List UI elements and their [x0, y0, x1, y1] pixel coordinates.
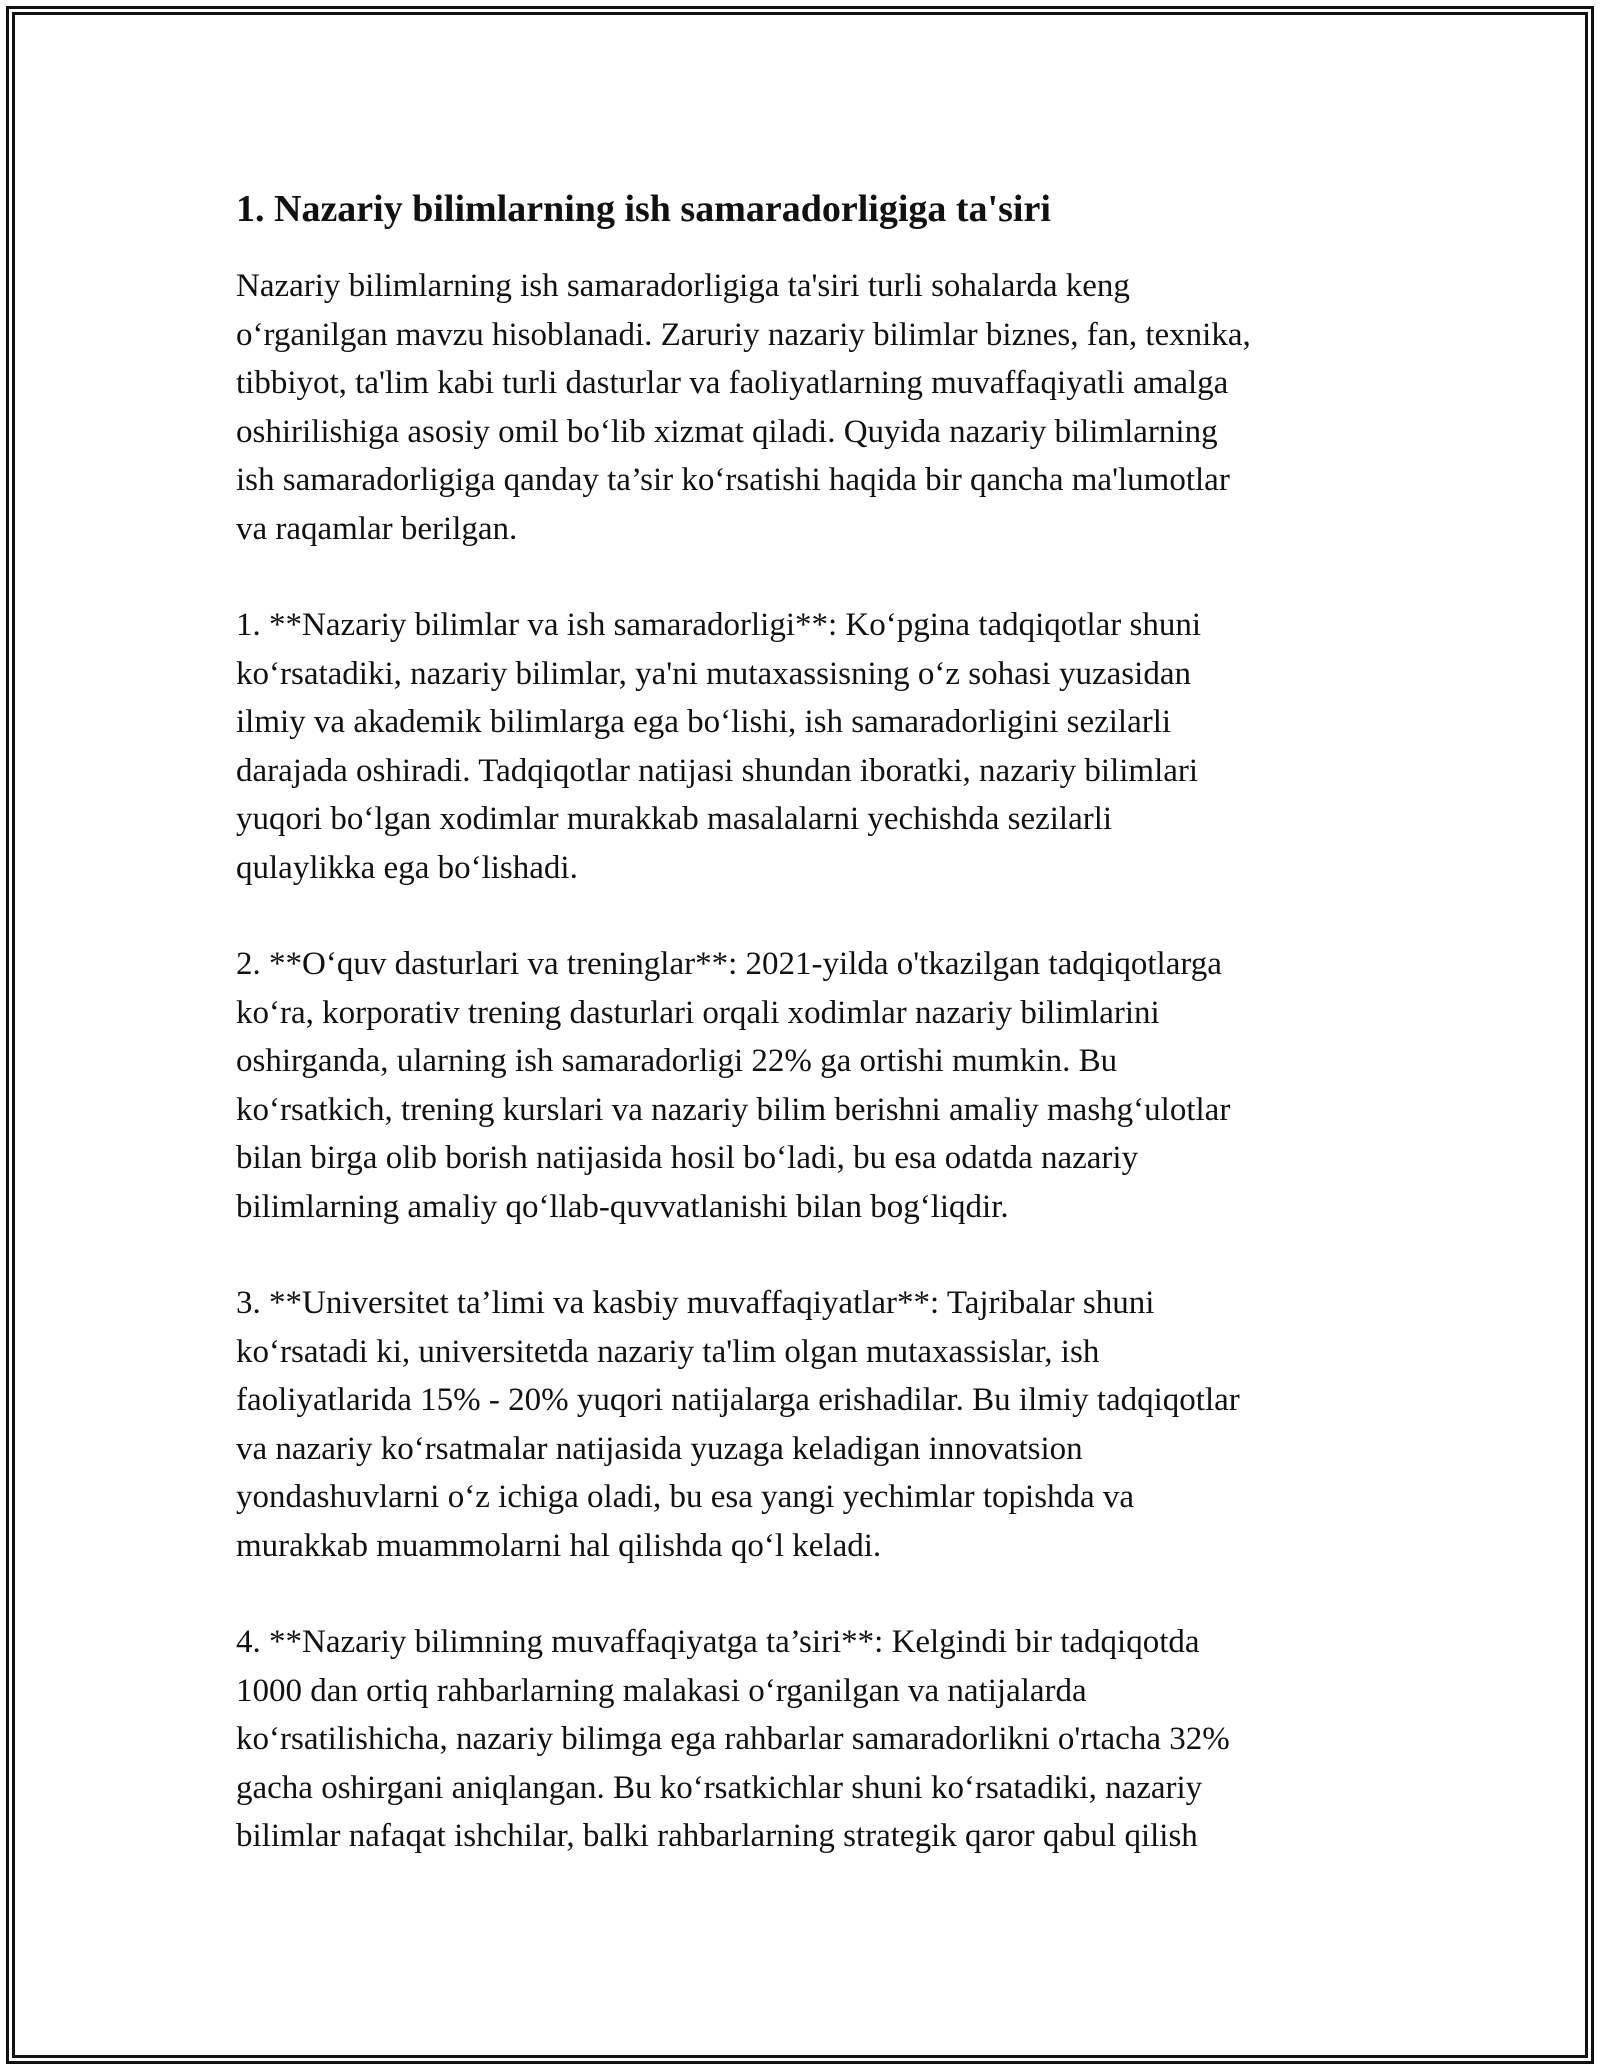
- intro-paragraph: Nazariy bilimlarning ish samaradorligiga ta'siri turli sohalarda keng o‘rganilgan mavzu hisoblanadi. Zaruriy nazariy bilimlar biznes, fan, texnika, tibbiyot, ta'lim kabi turli dasturlar va faoliyatlarning muvaffaqiyatli amalga oshirilishiga asosiy omil bo‘lib xizmat qiladi. Quyida nazariy bilimlarning ish samaradorligiga qanday ta’sir ko‘rsatishi haqida bir qancha ma'lumotlar va raqamlar berilgan.: [236, 268, 1251, 547]
- paragraph-item-4: 4. **Nazariy bilimning muvaffaqiyatga ta’siri**: Kelgindi bir tadqiqotda 1000 dan ortiq rahbarlarning malakasi o‘rganilgan va natijalarda ko‘rsatilishicha, nazariy bilimga ega rahbarlar samaradorlikni o'rtacha 32% gacha oshirgani aniqlangan. Bu ko‘rsatkichlar shuni ko‘rsatadiki, nazariy bilimlar nafaqat ishchilar, balki rahbarlarning strategik qaror qabul qilish: [236, 1624, 1230, 1854]
- paragraph-item-3: 3. **Universitet ta’limi va kasbiy muvaffaqiyatlar**: Tajribalar shuni ko‘rsatadi ki, universitetda nazariy ta'lim olgan mutaxassislar, ish faoliyatlarida 15% - 20% yuqori natijalarga erishadilar. Bu ilmiy tadqiqotlar va nazariy ko‘rsatmalar natijasida yuzaga keladigan innovatsion yondashuvlarni o‘z ichiga oladi, bu esa yangi yechimlar topishda va murakkab muammolarni hal qilishda qo‘l keladi.: [236, 1285, 1240, 1564]
- paragraph-item-1: 1. **Nazariy bilimlar va ish samaradorligi**: Ko‘pgina tadqiqotlar shuni ko‘rsatadiki, nazariy bilimlar, ya'ni mutaxassisning o‘z sohasi yuzasidan ilmiy va akademik bilimlarga ega bo‘lishi, ish samaradorligini sezilarli darajada oshiradi. Tadqiqotlar natijasi shundan iboratki, nazariy bilimlari yuqori bo‘lgan xodimlar murakkab masalalarni yechishda sezilarli qulaylikka ega bo‘lishadi.: [236, 607, 1202, 886]
- document-page: [236, 186, 1386, 1909]
- paragraph-item-2: 2. **O‘quv dasturlari va treninglar**: 2021-yilda o'tkazilgan tadqiqotlarga ko‘ra, korporativ trening dasturlari orqali xodimlar nazariy bilimlarini oshirganda, ularning ish samaradorligi 22% ga ortishi mumkin. Bu ko‘rsatkich, trening kurslari va nazariy bilim berishni amaliy mashg‘ulotlar bilan birga olib borish natijasida hosil bo‘ladi, bu esa odatda nazariy bilimlarning amaliy qo‘llab-quvvatlanishi bilan bog‘liqdir.: [236, 946, 1231, 1225]
- document-title: 1. Nazariy bilimlarning ish samaradorligiga ta'siri: [236, 188, 1051, 230]
